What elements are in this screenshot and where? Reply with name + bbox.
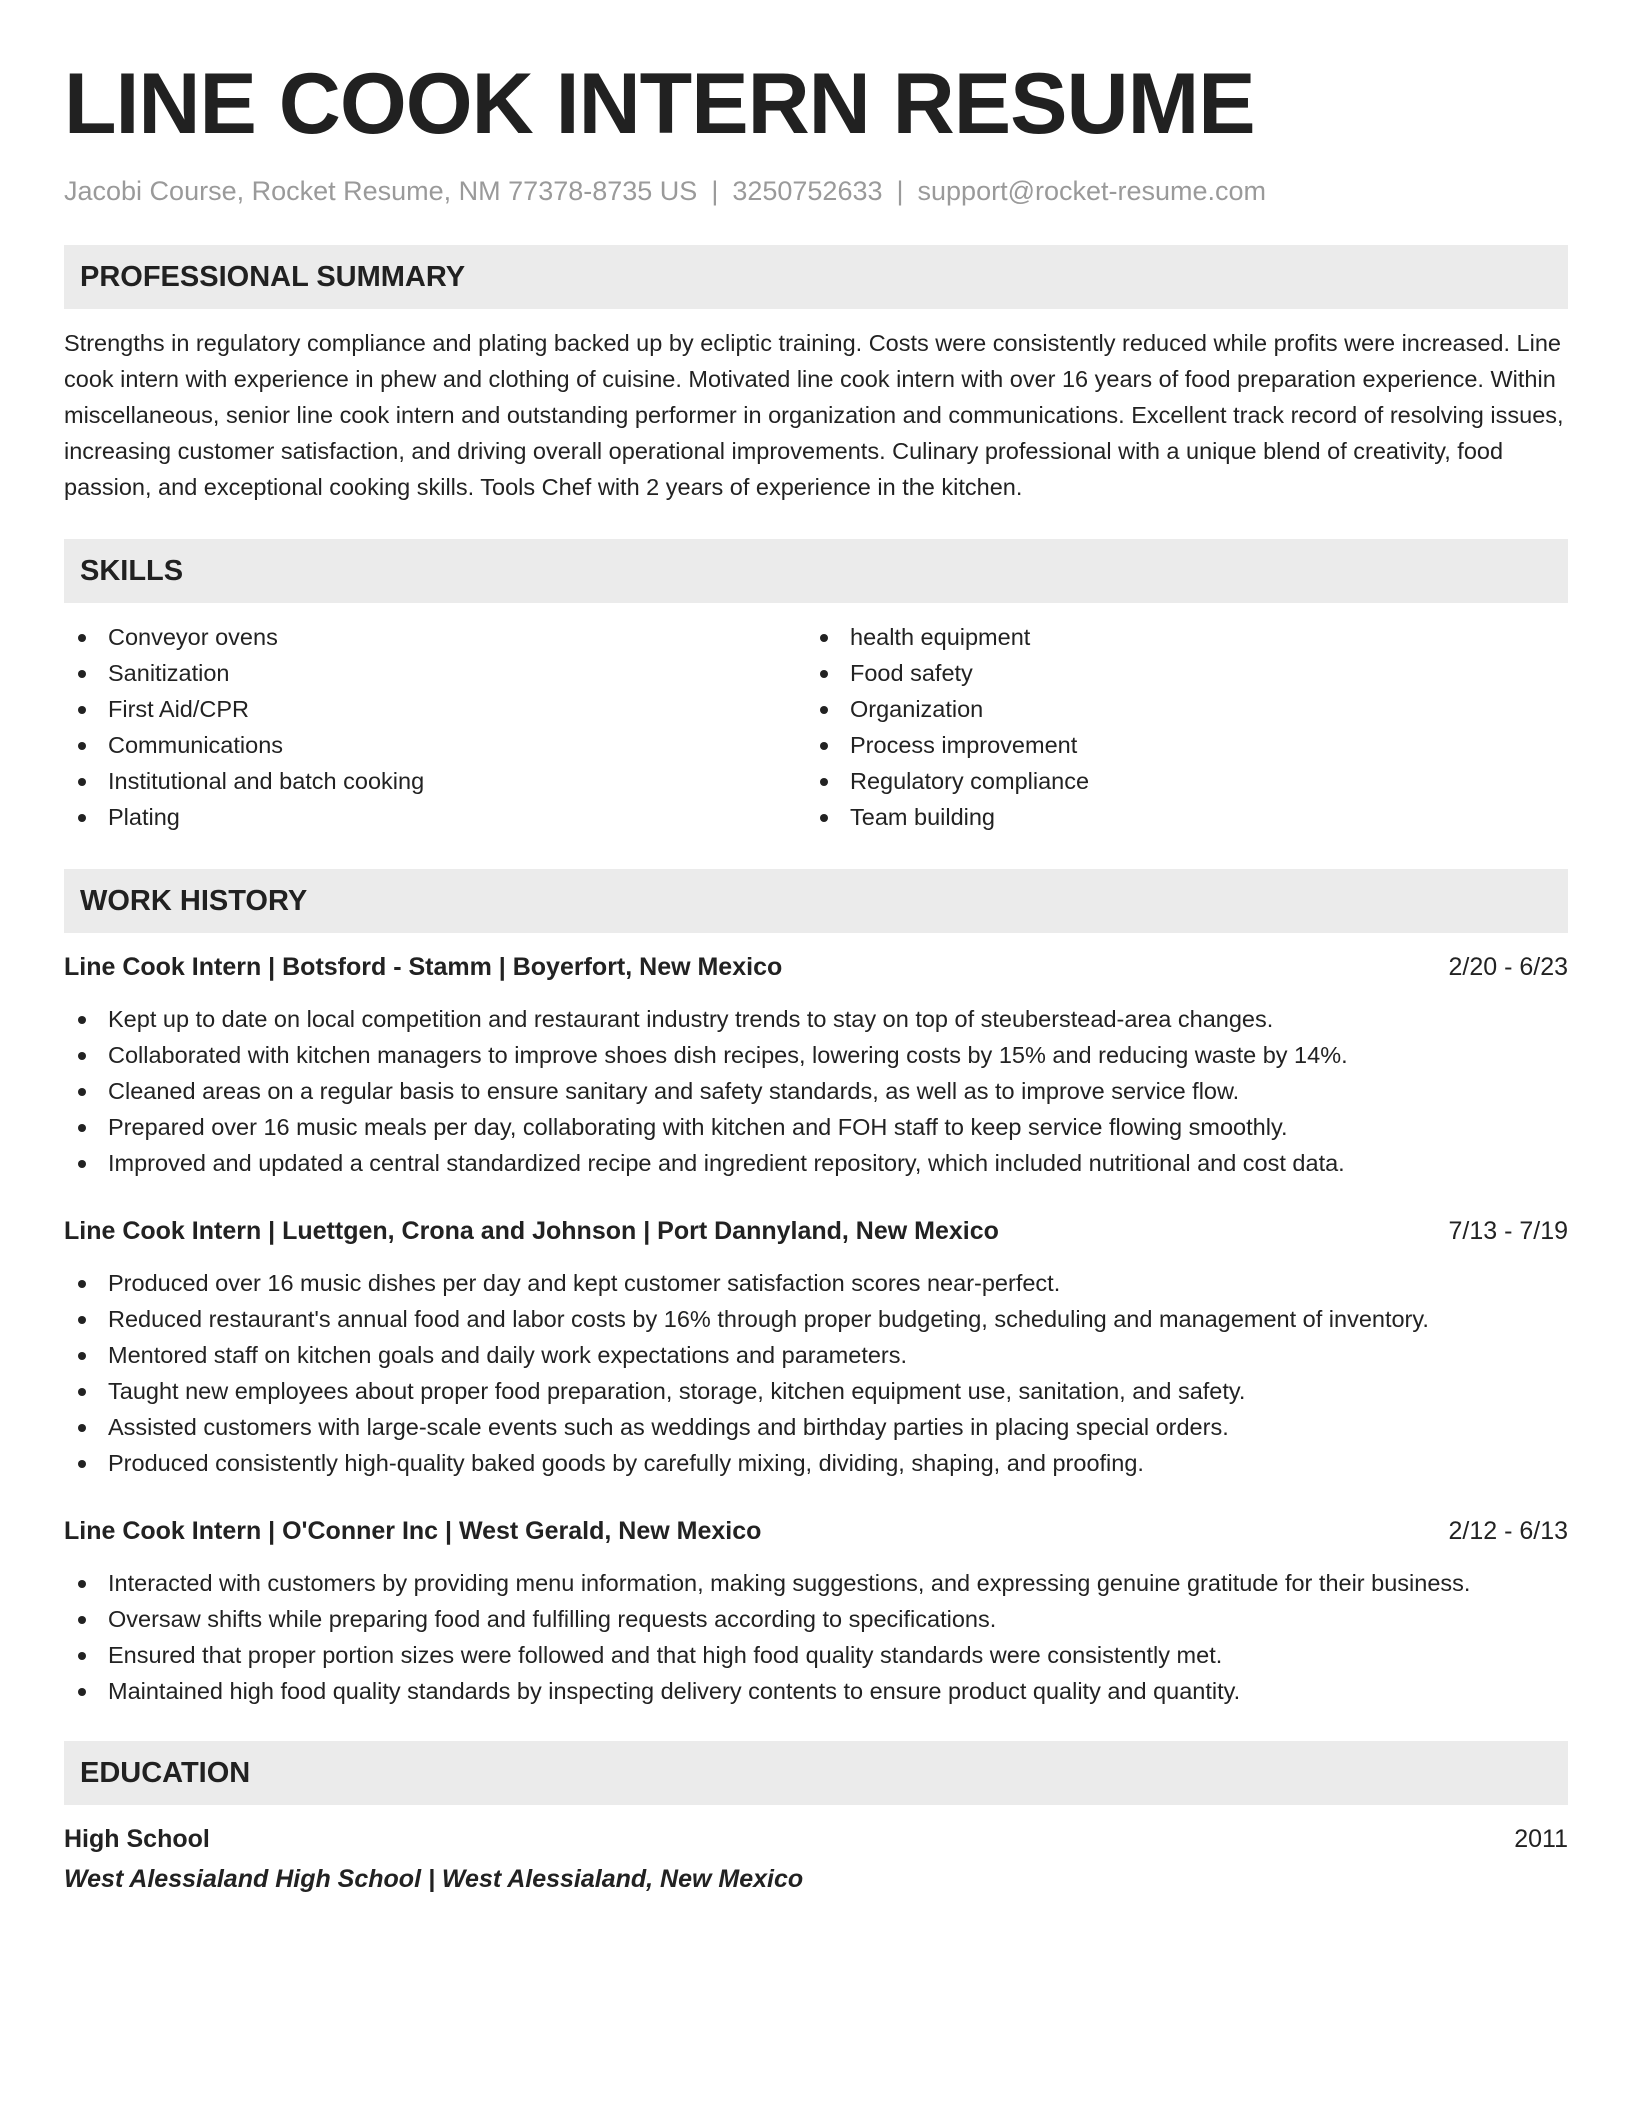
- skill-item: Plating: [64, 799, 806, 835]
- job-bullet: Interacted with customers by providing menu information, making suggestions, and expressing genuine gratitude for their business.: [64, 1565, 1568, 1601]
- section-heading-skills: SKILLS: [64, 539, 1568, 603]
- job-bullet: Improved and updated a central standardized recipe and ingredient repository, which included nutritional and cost data.: [64, 1145, 1568, 1181]
- skill-item: health equipment: [806, 619, 1548, 655]
- contact-email: support@rocket-resume.com: [917, 176, 1267, 206]
- skill-item: Organization: [806, 691, 1548, 727]
- skill-item: Team building: [806, 799, 1548, 835]
- skills-list: [64, 619, 1568, 835]
- skill-item: Sanitization: [64, 655, 806, 691]
- skills-column-left: [64, 619, 806, 835]
- section-heading-education: EDUCATION: [64, 1741, 1568, 1805]
- education-year: 2011: [1514, 1825, 1568, 1853]
- skill-item: Conveyor ovens: [64, 619, 806, 655]
- job-bullet: Collaborated with kitchen managers to improve shoes dish recipes, lowering costs by 15% and reducing waste by 14%.: [64, 1037, 1568, 1073]
- contact-separator: |: [711, 176, 719, 206]
- job-bullet: Oversaw shifts while preparing food and fulfilling requests according to specifications.: [64, 1601, 1568, 1637]
- skill-item: Regulatory compliance: [806, 763, 1548, 799]
- job-bullet: Maintained high food quality standards by inspecting delivery contents to ensure product quality and quantity.: [64, 1673, 1568, 1709]
- section-heading-summary: PROFESSIONAL SUMMARY: [64, 245, 1568, 309]
- education-degree: High School: [64, 1825, 210, 1853]
- job-bullet: Assisted customers with large-scale events such as weddings and birthday parties in placing special orders.: [64, 1409, 1568, 1445]
- skill-item: Communications: [64, 727, 806, 763]
- education-school: West Alessialand High School | West Alessialand, New Mexico: [64, 1865, 804, 1893]
- job-header: [64, 1213, 1568, 1249]
- summary-text: Strengths in regulatory compliance and plating backed up by ecliptic training. Costs were consistently reduced while profits were increased. Line cook intern with experience in phew and clothing of cuisine. Motivated line cook intern with over 16 years of food preparation experience. Within miscellaneous, senior line cook intern and outstanding performer in organization and communications. Excellent track record of resolving issues, increasing customer satisfaction, and driving overall operational improvements. Culinary professional with a unique blend of creativity, food passion, and exceptional cooking skills. Tools Chef with 2 years of experience in the kitchen.: [64, 330, 1564, 500]
- skill-item: Process improvement: [806, 727, 1548, 763]
- job-dates: 7/13 - 7/19: [1448, 1217, 1568, 1245]
- contact-separator: |: [896, 176, 904, 206]
- job-header: [64, 949, 1568, 985]
- contact-phone: 3250752633: [732, 176, 883, 206]
- job-dates: 2/20 - 6/23: [1448, 953, 1568, 981]
- job-bullet: Ensured that proper portion sizes were followed and that high food quality standards were consistently met.: [64, 1637, 1568, 1673]
- job-bullet: Prepared over 16 music meals per day, collaborating with kitchen and FOH staff to keep service flowing smoothly.: [64, 1109, 1568, 1145]
- education-header: [64, 1821, 1568, 1857]
- job-bullets: [64, 1265, 1568, 1481]
- resume-title: LINE COOK INTERN RESUME: [64, 56, 1255, 152]
- section-heading-work-history: WORK HISTORY: [64, 869, 1568, 933]
- skills-column-right: [806, 619, 1548, 835]
- resume-page: [64, 56, 1568, 1897]
- job-dates: 2/12 - 6/13: [1448, 1517, 1568, 1545]
- job-entry: [64, 1213, 1568, 1481]
- job-bullets: [64, 1001, 1568, 1181]
- job-bullets: [64, 1565, 1568, 1709]
- job-bullet: Produced over 16 music dishes per day and kept customer satisfaction scores near-perfect.: [64, 1265, 1568, 1301]
- job-entry: [64, 949, 1568, 1181]
- job-bullet: Taught new employees about proper food preparation, storage, kitchen equipment use, sanitation, and safety.: [64, 1373, 1568, 1409]
- job-header: [64, 1513, 1568, 1549]
- job-entry: [64, 1513, 1568, 1709]
- education-entry: [64, 1821, 1568, 1897]
- skill-item: First Aid/CPR: [64, 691, 806, 727]
- skill-item: Food safety: [806, 655, 1548, 691]
- job-bullet: Mentored staff on kitchen goals and daily work expectations and parameters.: [64, 1337, 1568, 1373]
- job-bullet: Produced consistently high-quality baked goods by carefully mixing, dividing, shaping, and proofing.: [64, 1445, 1568, 1481]
- job-title: Line Cook Intern | Luettgen, Crona and Johnson | Port Dannyland, New Mexico: [64, 1217, 999, 1245]
- skill-item: Institutional and batch cooking: [64, 763, 806, 799]
- job-title: Line Cook Intern | O'Conner Inc | West Gerald, New Mexico: [64, 1517, 762, 1545]
- job-bullet: Cleaned areas on a regular basis to ensure sanitary and safety standards, as well as to improve service flow.: [64, 1073, 1568, 1109]
- job-title: Line Cook Intern | Botsford - Stamm | Boyerfort, New Mexico: [64, 953, 783, 981]
- job-bullet: Reduced restaurant's annual food and labor costs by 16% through proper budgeting, scheduling and management of inventory.: [64, 1301, 1568, 1337]
- contact-address: Jacobi Course, Rocket Resume, NM 77378-8735 US: [64, 176, 698, 206]
- contact-line: [64, 174, 1568, 208]
- job-bullet: Kept up to date on local competition and restaurant industry trends to stay on top of steuberstead-area changes.: [64, 1001, 1568, 1037]
